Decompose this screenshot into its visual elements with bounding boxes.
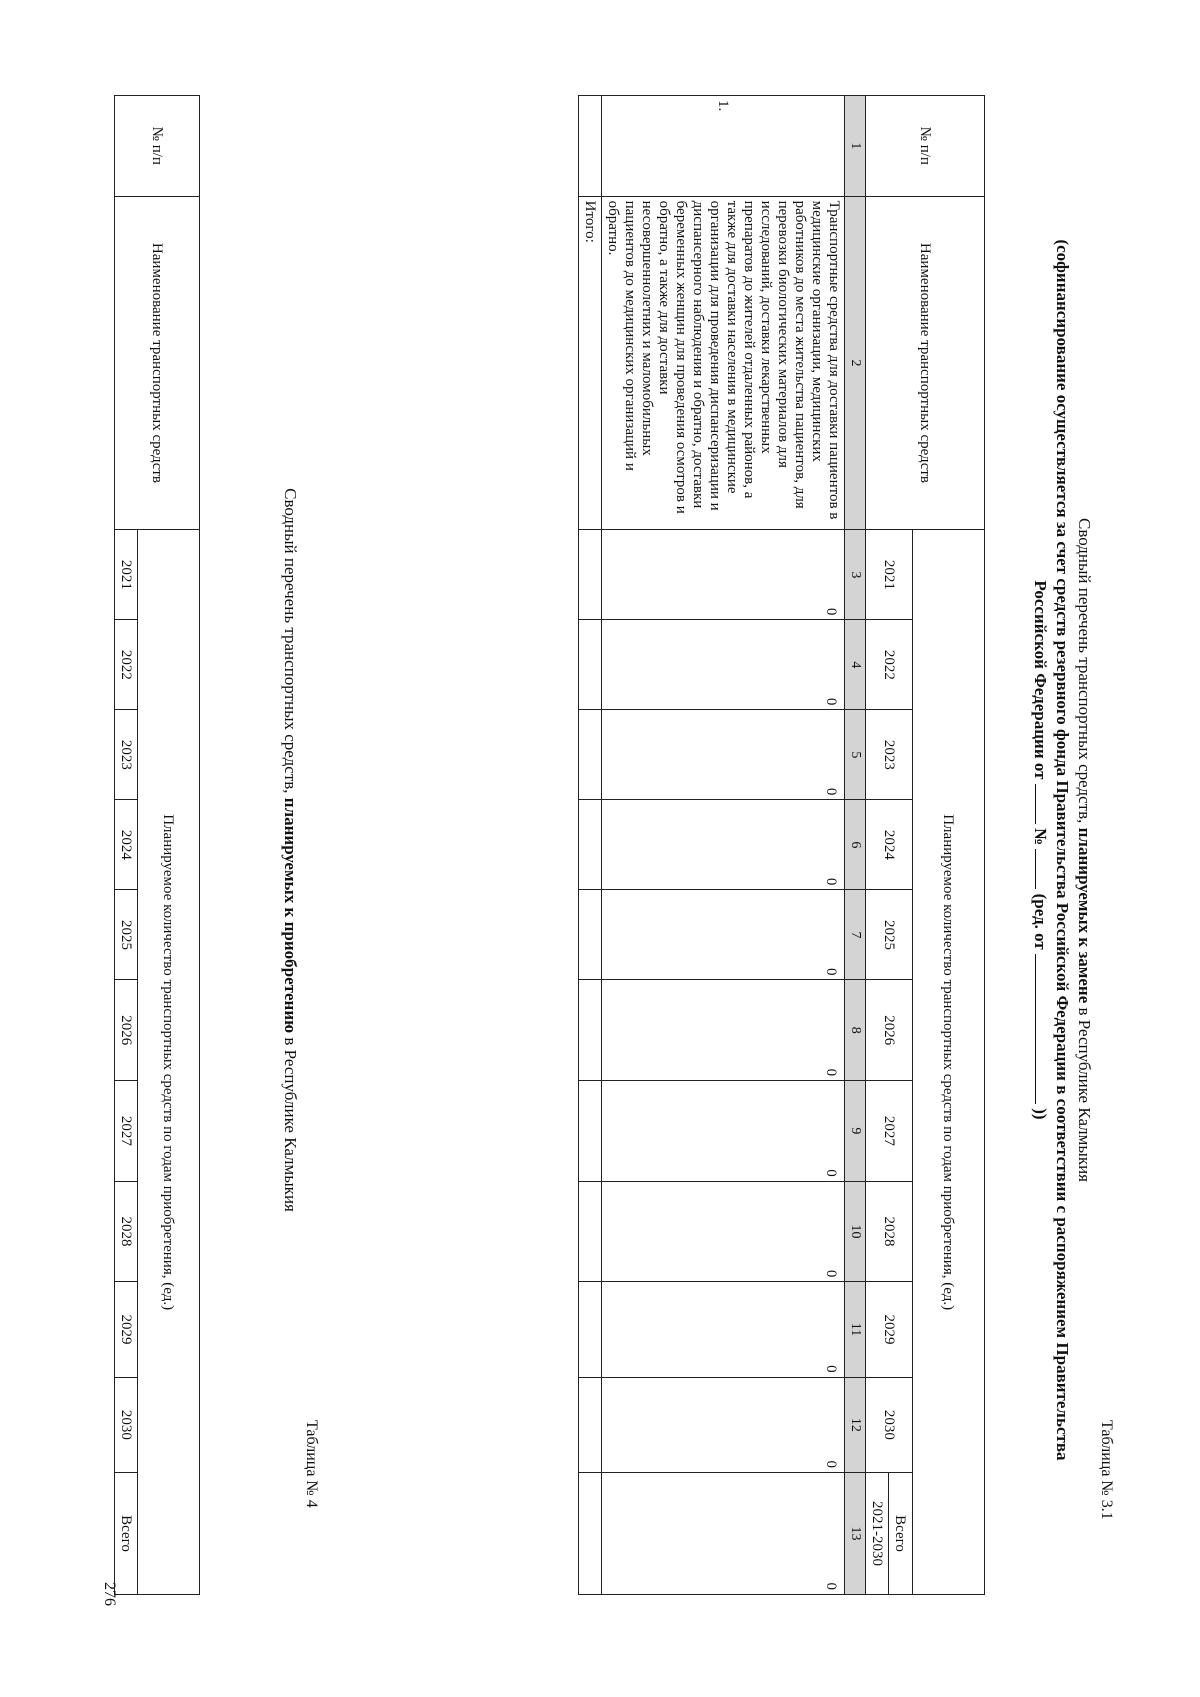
table-row-total <box>579 96 602 1595</box>
vehicle-description: Транспортные средства для доставки пациентов в медицинские организации, медицинских работников до места жительства пациентов, для перевозки биологических материалов для исследований, доставки лекарственных препаратов до жителей отдаленных районов, а также для доставки населения в медицинские организации для проведения диспансеризации и диспансерного наблюдения и обратно, доставки беременных женщин для проведения осмотров и обратно, а также для доставки несовершеннолетних и маломобильных пациентов до медицинских организаций и обратно. <box>602 196 845 530</box>
header-total: Всего <box>889 1472 913 1594</box>
title-line3-part: Российской Федерации от <box>1031 580 1050 780</box>
header-col-num: № п/п <box>115 96 200 197</box>
table1 <box>578 95 985 1595</box>
empty-cell <box>579 1472 602 1594</box>
column-number: 2 <box>845 196 866 530</box>
title-text-end: в Республике Калмыкия <box>1075 1003 1094 1182</box>
value-cell: 0 <box>602 890 845 980</box>
value-cell: 0 <box>602 620 845 710</box>
column-number: 5 <box>845 710 866 800</box>
header-year: 2029 <box>866 1282 913 1377</box>
blank-line <box>1035 784 1050 824</box>
header-year: 2021 <box>115 530 138 620</box>
table1-header-row1 <box>913 96 985 1595</box>
value-cell: 0 <box>602 980 845 1081</box>
value-cell: 0 <box>602 1181 845 1282</box>
header-total-range: 2021-2030 <box>866 1472 889 1594</box>
table2-title <box>280 100 300 1600</box>
title-line3-part: )) <box>1031 1108 1050 1120</box>
header-planned: Планируемое количество транспортных средств по годам приобретения, (ед.) <box>913 530 985 1595</box>
empty-cell <box>579 620 602 710</box>
empty-cell <box>579 1377 602 1472</box>
column-number: 6 <box>845 800 866 890</box>
header-year: 2024 <box>115 800 138 890</box>
total-label: Итого: <box>579 196 602 530</box>
empty-cell <box>579 530 602 620</box>
value-cell: 0 <box>602 1472 845 1594</box>
column-number: 1 <box>845 96 866 197</box>
table-row <box>602 96 845 1595</box>
header-year: 2028 <box>115 1181 138 1282</box>
blank-line <box>1035 849 1050 889</box>
column-number: 11 <box>845 1282 866 1377</box>
table1-number-label: Таблица № 3.1 <box>1098 1420 1115 1520</box>
header-year: 2027 <box>115 1081 138 1182</box>
header-col-name: Наименование транспортных средств <box>115 196 200 530</box>
empty-cell <box>579 96 602 197</box>
empty-cell <box>579 800 602 890</box>
header-year: 2029 <box>115 1282 138 1377</box>
column-number: 13 <box>845 1472 866 1594</box>
title-text-end: в Республике Калмыкия <box>281 1033 300 1212</box>
page-number: 276 <box>101 1582 118 1606</box>
header-col-num: № п/п <box>866 96 985 197</box>
table1-title-line3 <box>1029 100 1051 1600</box>
header-year: 2025 <box>866 890 913 980</box>
column-number: 4 <box>845 620 866 710</box>
value-cell: 0 <box>602 1081 845 1182</box>
title-line3-part: № <box>1031 828 1050 846</box>
empty-cell <box>579 1081 602 1182</box>
empty-cell <box>579 1282 602 1377</box>
title-bold-text: планируемых к замене <box>1075 827 1094 1004</box>
header-year: 2025 <box>115 890 138 980</box>
empty-cell <box>579 1181 602 1282</box>
empty-cell <box>579 980 602 1081</box>
header-year: 2030 <box>115 1377 138 1472</box>
header-year: 2026 <box>115 980 138 1081</box>
table2-header-row1 <box>138 96 200 1595</box>
column-number: 8 <box>845 980 866 1081</box>
table1-title-line1 <box>1073 100 1095 1600</box>
header-col-name: Наименование транспортных средств <box>866 196 985 530</box>
header-year: 2024 <box>866 800 913 890</box>
title-text: Сводный перечень транспортных средств, <box>1075 517 1094 828</box>
column-number: 3 <box>845 530 866 620</box>
header-year: 2023 <box>115 710 138 800</box>
header-year: 2022 <box>866 620 913 710</box>
value-cell: 0 <box>602 1282 845 1377</box>
title-text: Сводный перечень транспортных средств, <box>281 488 300 798</box>
value-cell: 0 <box>602 530 845 620</box>
header-year: 2028 <box>866 1181 913 1282</box>
header-year: 2027 <box>866 1081 913 1182</box>
value-cell: 0 <box>602 710 845 800</box>
column-number: 9 <box>845 1081 866 1182</box>
empty-cell <box>579 890 602 980</box>
header-year: 2022 <box>115 620 138 710</box>
blank-line <box>1035 954 1050 1104</box>
column-number: 10 <box>845 1181 866 1282</box>
title-bold-text: планируемых к приобретению <box>281 797 300 1034</box>
table2-number-label: Таблица № 4 <box>303 1420 320 1508</box>
header-planned: Планируемое количество транспортных средств по годам приобретения, (ед.) <box>138 530 200 1595</box>
column-number: 7 <box>845 890 866 980</box>
header-year: 2021 <box>866 530 913 620</box>
empty-cell <box>579 710 602 800</box>
header-total: Всего <box>115 1472 138 1594</box>
table1-title <box>1029 100 1095 1600</box>
column-number: 12 <box>845 1377 866 1472</box>
header-year: 2030 <box>866 1377 913 1472</box>
value-cell: 0 <box>602 1377 845 1472</box>
value-cell: 0 <box>602 800 845 890</box>
title-line3-part: (ред. от <box>1031 893 1050 950</box>
row-number: 1. <box>602 96 845 197</box>
table1-title-line2: (софинансирование осуществляется за счет средств резервного фонда Правительства Российской Федерации в соответствии с распоряжением Правительства <box>1053 239 1072 1461</box>
table2 <box>114 95 200 1595</box>
header-year: 2023 <box>866 710 913 800</box>
header-year: 2026 <box>866 980 913 1081</box>
table1-column-numbers-row <box>845 96 866 1595</box>
